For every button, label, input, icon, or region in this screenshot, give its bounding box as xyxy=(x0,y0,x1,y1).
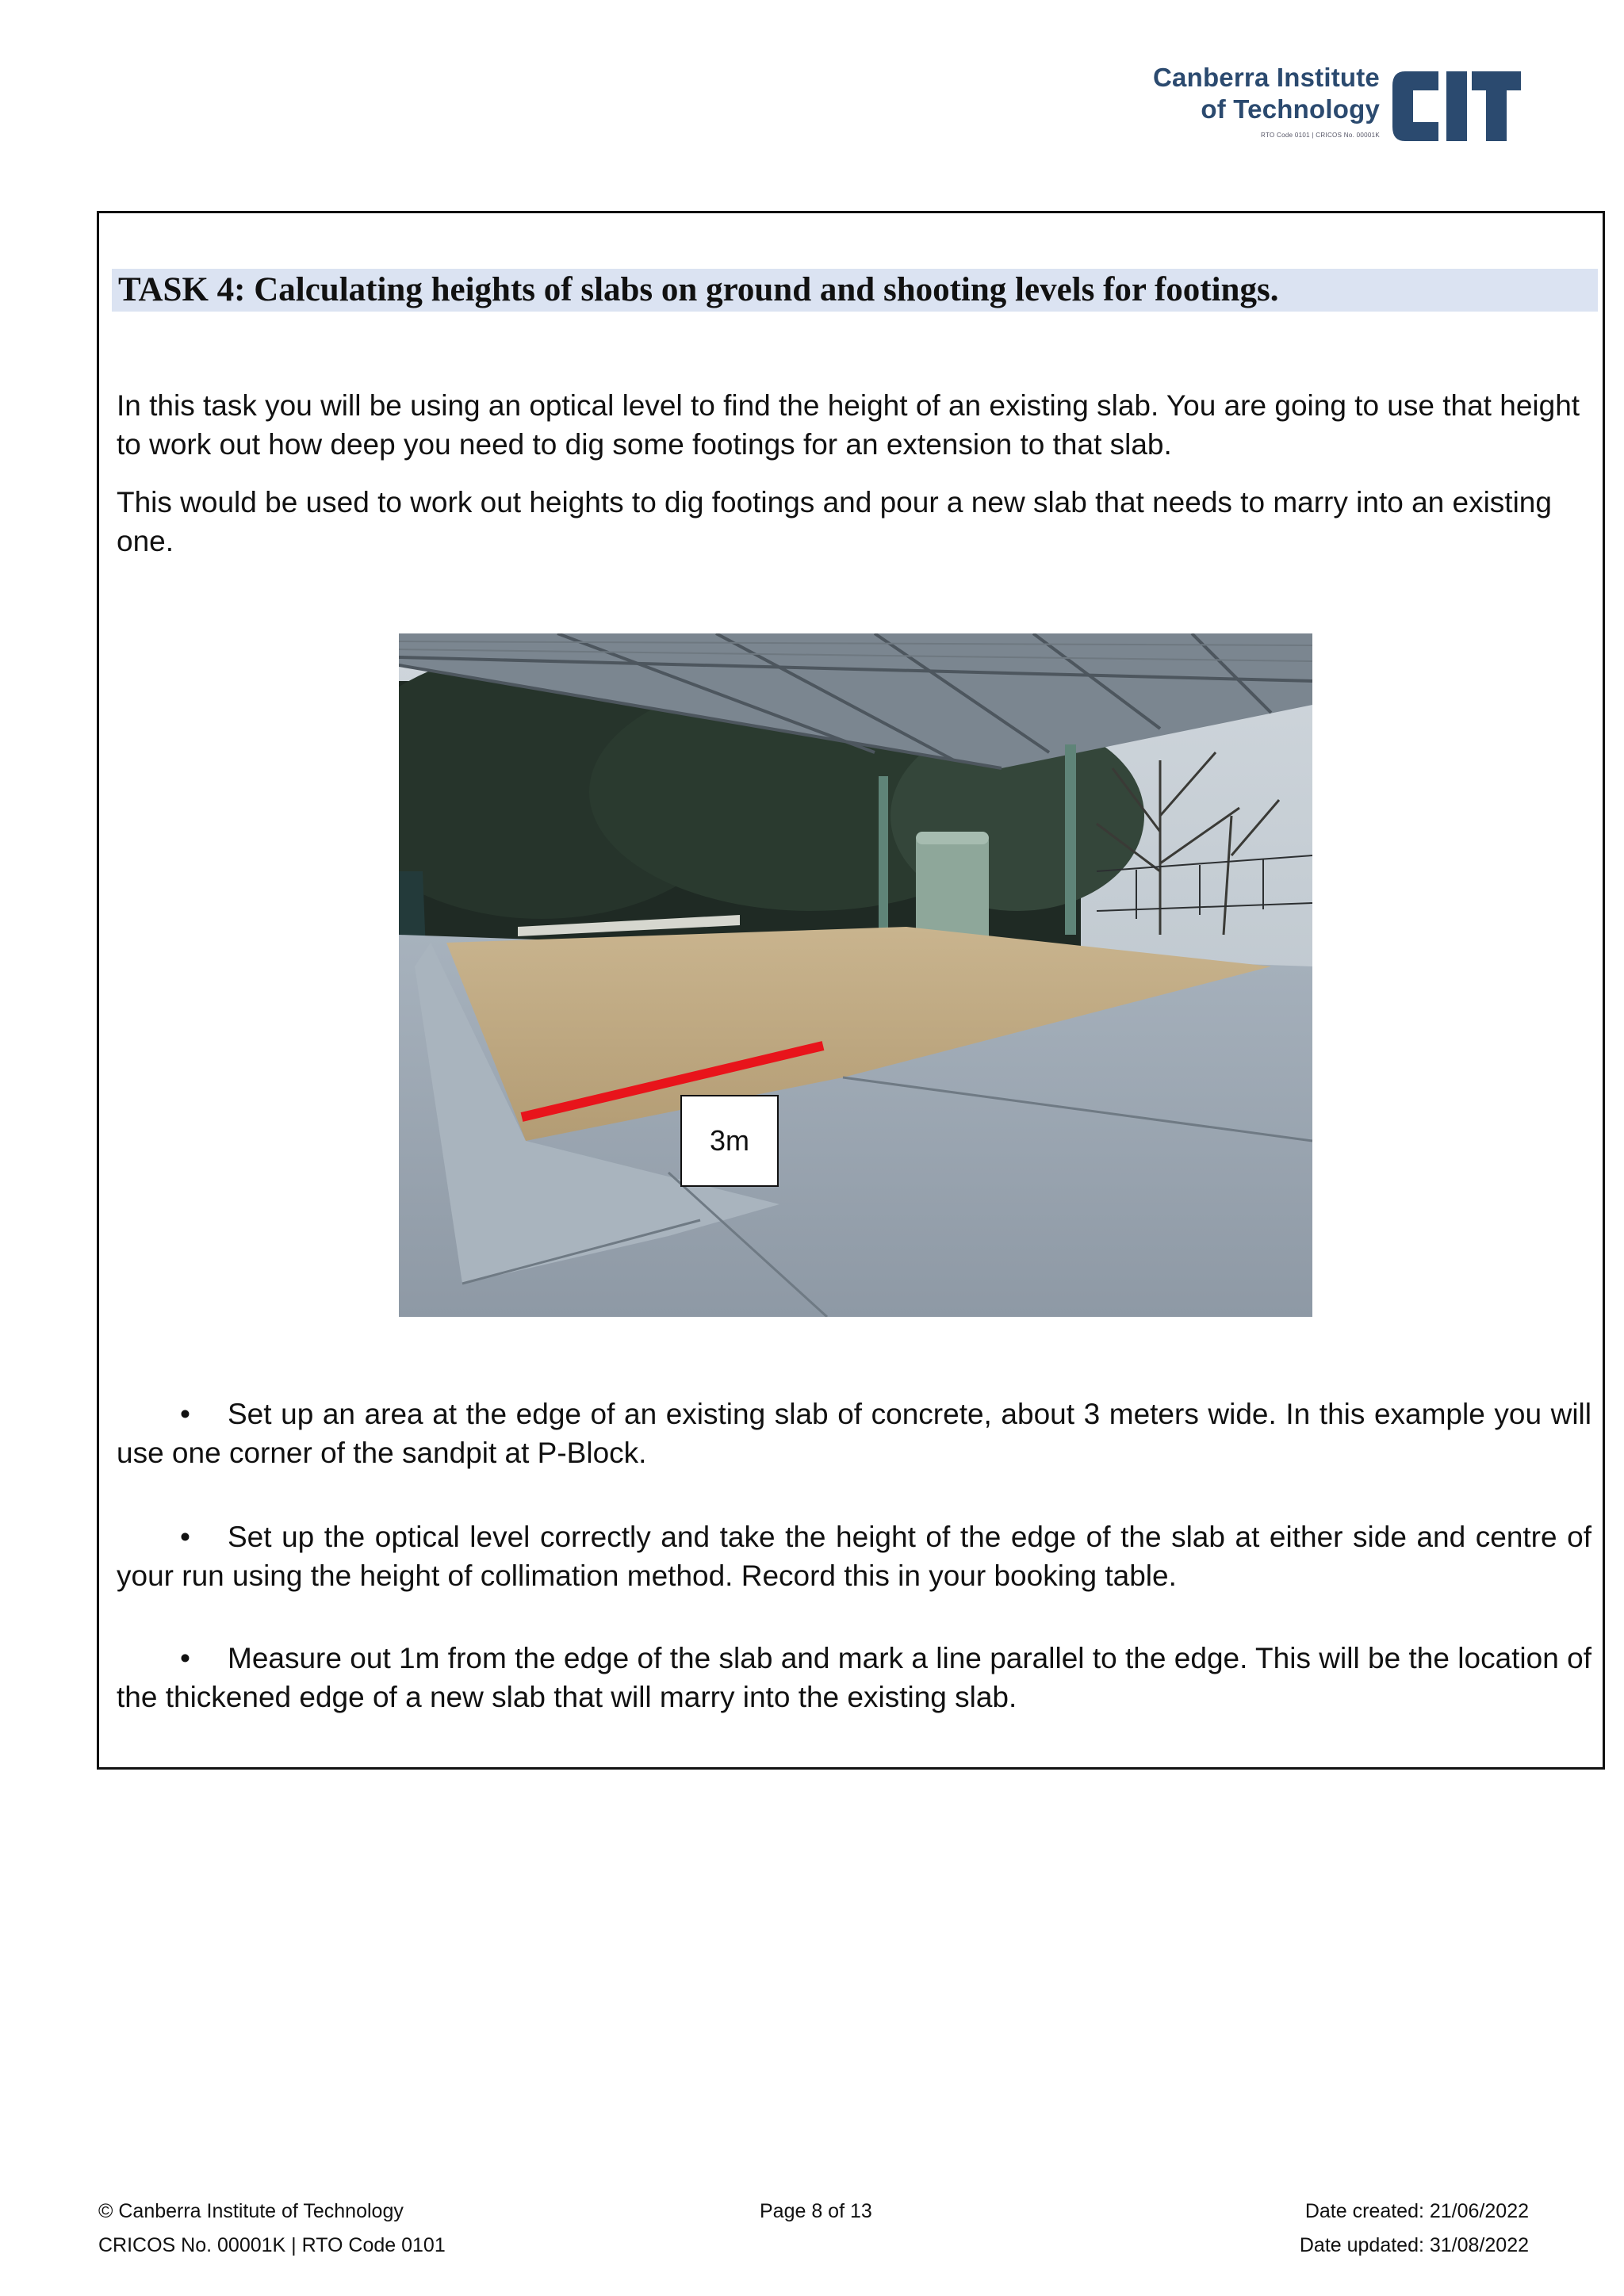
footer-date-created: Date created: 21/06/2022 xyxy=(1304,2200,1529,2222)
cit-logo-mark-icon xyxy=(1389,65,1522,147)
footer-date-updated: Date updated: 31/08/2022 xyxy=(1299,2234,1529,2256)
bullet-setup-area xyxy=(117,1395,1591,1472)
bullet-text-2: Set up the optical level correctly and take the height of the edge of the slab at either side and centre of your run using the height of collimation method. Record this in your booking table. xyxy=(117,1521,1591,1592)
sandpit-photo xyxy=(399,633,1312,1317)
sandpit-photo-illustration xyxy=(399,633,1312,1317)
bullet-glyph: • xyxy=(180,1398,190,1430)
bullet-text-1: Set up an area at the edge of an existing slab of concrete, about 3 meters wide. In this example you will use one corner of the sandpit at P-Block. xyxy=(117,1398,1591,1469)
logo-line-2: of Technology xyxy=(1201,94,1380,124)
logo-line-1: Canberra Institute xyxy=(1153,63,1380,92)
footer-copyright: © Canberra Institute of Technology xyxy=(98,2200,404,2222)
intro-paragraph-1: In this task you will be using an optical level to find the height of an existing slab. You are going to use that height to work out how deep you need to dig some footings for an extension to that slab. xyxy=(117,389,1580,461)
bullet-glyph: • xyxy=(180,1521,190,1553)
footer-page-number: Page 8 of 13 xyxy=(760,2200,872,2222)
task-title: TASK 4: Calculating heights of slabs on ground and shooting levels for footings. xyxy=(112,269,1598,312)
logo-text xyxy=(1153,62,1380,139)
task-box xyxy=(97,211,1605,1770)
bullet-glyph: • xyxy=(180,1642,190,1674)
bullet-optical-level xyxy=(117,1517,1591,1595)
footer-codes: CRICOS No. 00001K | RTO Code 0101 xyxy=(98,2234,446,2256)
bullet-text-3: Measure out 1m from the edge of the slab and mark a line parallel to the edge. This will be the location of the thickened edge of a new slab that will marry into the existing slab. xyxy=(117,1642,1591,1713)
bullet-measure-out xyxy=(117,1639,1591,1716)
measure-label-3m: 3m xyxy=(680,1095,779,1187)
intro-paragraph-2: This would be used to work out heights to dig footings and pour a new slab that needs to marry into an existing one. xyxy=(117,486,1552,557)
logo-codes: RTO Code 0101 | CRICOS No. 00001K xyxy=(1261,132,1380,139)
cit-logo xyxy=(1142,62,1522,157)
